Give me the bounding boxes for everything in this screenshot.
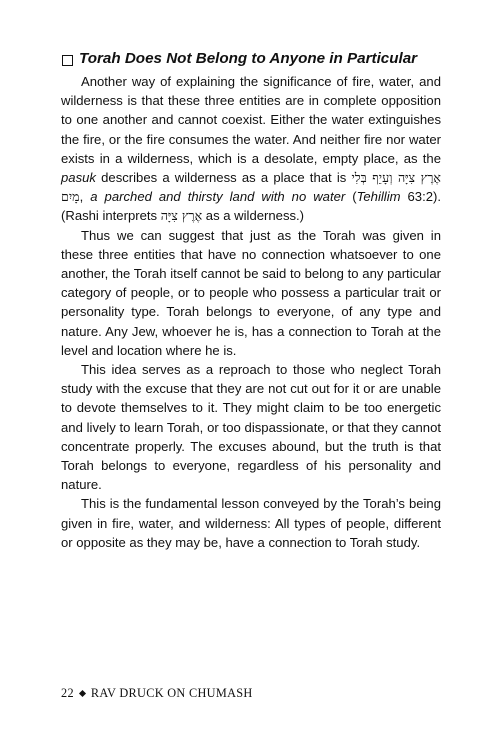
page-body bbox=[61, 48, 441, 552]
p1-text-e: , bbox=[79, 189, 91, 205]
section-heading-title: Torah Does Not Belong to Anyone in Particular bbox=[79, 50, 418, 67]
paragraph-3: This idea serves as a reproach to those who neglect Torah study with the excuse that they are not cut out for it or are unable to devote themselves to it. They might claim to be too energetic and lively to learn Torah, or too dispassionate, or that they cannot concentrate properly. The excuses abound, but the truth is that Torah belongs to everyone, regardless of his personality and nature. bbox=[61, 362, 441, 493]
p1-source-tehillim: Tehillim bbox=[356, 189, 401, 205]
p1-text-g: ( bbox=[345, 189, 357, 205]
p1-text-k: as a wilderness.) bbox=[202, 208, 305, 224]
p1-translation: a parched and thirsty land with no water bbox=[90, 189, 346, 205]
running-title: RAV DRUCK ON CHUMASH bbox=[90, 686, 253, 700]
p1-text-c: describes a wilderness as a place that is bbox=[95, 170, 352, 186]
p1-hebrew-quote: אֶרֶץ צִיָּה וְעָיֵף בְּלִי מָיִם bbox=[61, 170, 441, 205]
section-heading bbox=[61, 48, 441, 70]
p1-text-i: 63:2). (Rashi interprets bbox=[61, 189, 441, 224]
diamond-icon bbox=[79, 690, 86, 697]
paragraph-2: Thus we can suggest that just as the Torah was given in these three entities that have no connection whatsoever to one another, the Torah itself cannot be said to belong to any particular category of people, or to people who possess a particular trait or personality type. Torah belongs to everyone, of any type and nature. Any Jew, whoever he is, has a connection to Torah at the level and location where he is. bbox=[61, 227, 441, 358]
p1-text-a: Another way of explaining the significance of fire, water, and wilderness is that these three entities are in complete opposition to one another and cannot coexist. Either the water extinguishes the fire, or the fire consumes the water. And neither fire nor water exists in a wilderness, which is a desolate, empty place, as the bbox=[61, 74, 441, 166]
paragraph-4: This is the fundamental lesson conveyed by the Torah’s being given in fire, water, and wilderness: All types of people, different or opposite as they may be, have a connection to Torah study. bbox=[61, 496, 441, 550]
p1-term-pasuk: pasuk bbox=[61, 170, 96, 186]
page-footer bbox=[61, 686, 253, 701]
page-number: 22 bbox=[61, 686, 74, 700]
p1-hebrew-term: אֶרֶץ צִיָּה bbox=[160, 208, 203, 224]
checkbox-square-icon bbox=[62, 55, 73, 66]
paragraph-1 bbox=[61, 72, 441, 226]
